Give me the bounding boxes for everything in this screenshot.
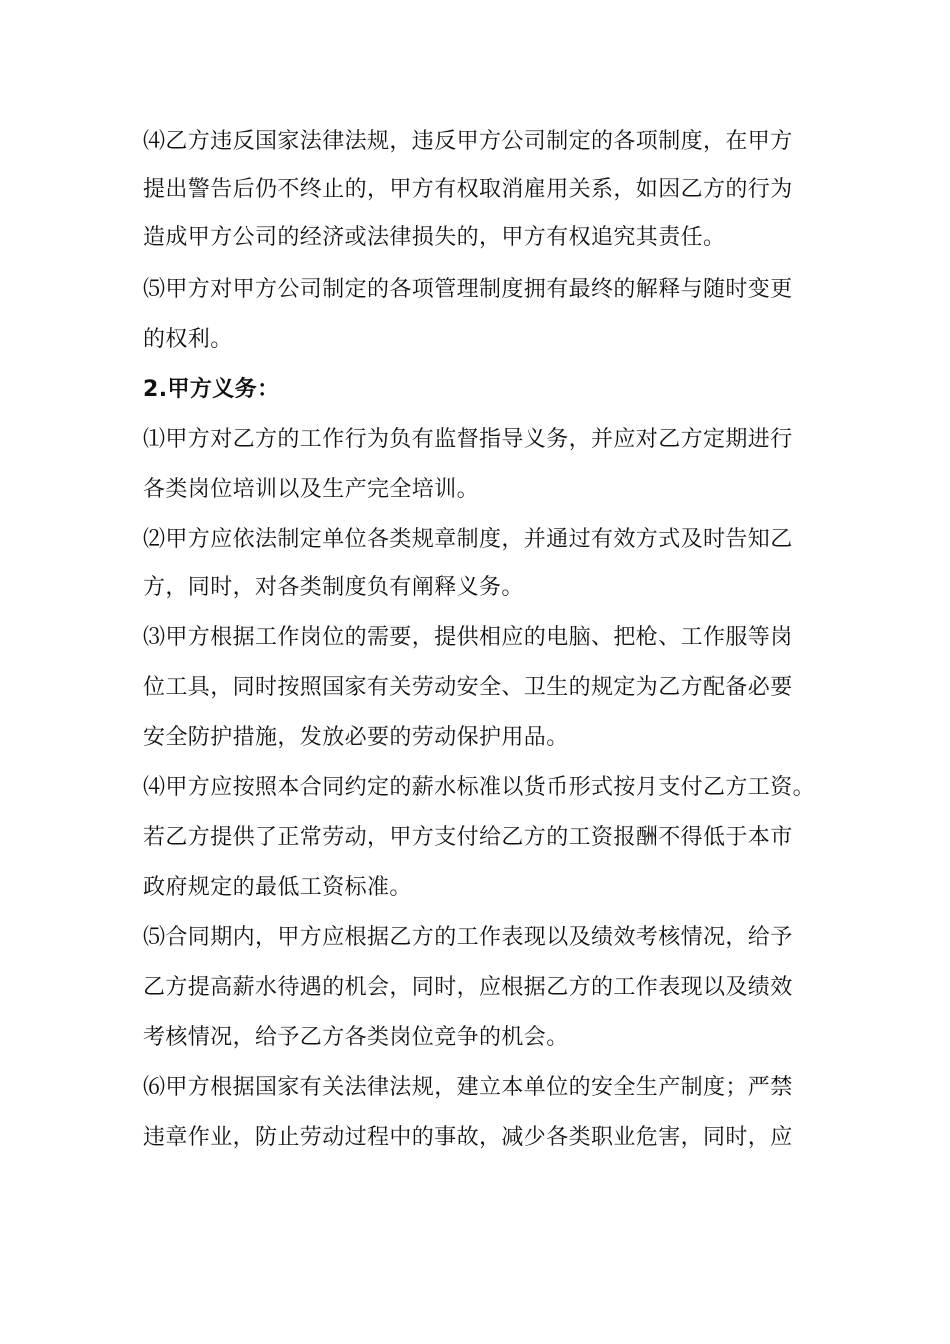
- paragraph-line: ⑵甲方应依法制定单位各类规章制度，并通过有效方式及时告知乙: [143, 527, 793, 552]
- paragraph-line: 位工具，同时按照国家有关劳动安全、卫生的规定为乙方配备必要: [143, 675, 793, 700]
- paragraph-line: 安全防护措施，发放必要的劳动保护用品。: [143, 725, 569, 750]
- paragraph-line: 考核情况，给予乙方各类岗位竞争的机会。: [143, 1025, 569, 1050]
- paragraph-line: ⑸合同期内，甲方应根据乙方的工作表现以及绩效考核情况，给予: [143, 925, 793, 950]
- paragraph-line: ⑴甲方对乙方的工作行为负有监督指导义务，并应对乙方定期进行: [143, 427, 793, 452]
- paragraph-line: 的权利。: [143, 327, 233, 352]
- paragraph-line: 各类岗位培训以及生产完全培训。: [143, 477, 480, 502]
- paragraph-line: ⑸甲方对甲方公司制定的各项管理制度拥有最终的解释与随时变更: [143, 277, 793, 302]
- section-heading: 2.甲方义务：: [143, 377, 280, 402]
- paragraph-line: 政府规定的最低工资标准。: [143, 875, 412, 900]
- paragraph-line: 乙方提高薪水待遇的机会，同时，应根据乙方的工作表现以及绩效: [143, 975, 793, 1000]
- paragraph-line: ⑶甲方根据工作岗位的需要，提供相应的电脑、把枪、工作服等岗: [143, 625, 793, 650]
- paragraph-line: ⑹甲方根据国家有关法律法规，建立本单位的安全生产制度；严禁: [143, 1075, 793, 1100]
- paragraph-line: ⑷乙方违反国家法律法规，违反甲方公司制定的各项制度，在甲方: [143, 129, 793, 154]
- paragraph-line: 提出警告后仍不终止的，甲方有权取消雇用关系，如因乙方的行为: [143, 177, 793, 202]
- paragraph-line: 造成甲方公司的经济或法律损失的，甲方有权追究其责任。: [143, 225, 726, 250]
- paragraph-line: 若乙方提供了正常劳动，甲方支付给乙方的工资报酬不得低于本市: [143, 825, 793, 850]
- paragraph-line: 方，同时，对各类制度负有阐释义务。: [143, 575, 524, 600]
- paragraph-line: ⑷甲方应按照本合同约定的薪水标准以货币形式按月支付乙方工资。: [143, 775, 816, 800]
- paragraph-line: 违章作业，防止劳动过程中的事故，减少各类职业危害，同时，应: [143, 1125, 793, 1150]
